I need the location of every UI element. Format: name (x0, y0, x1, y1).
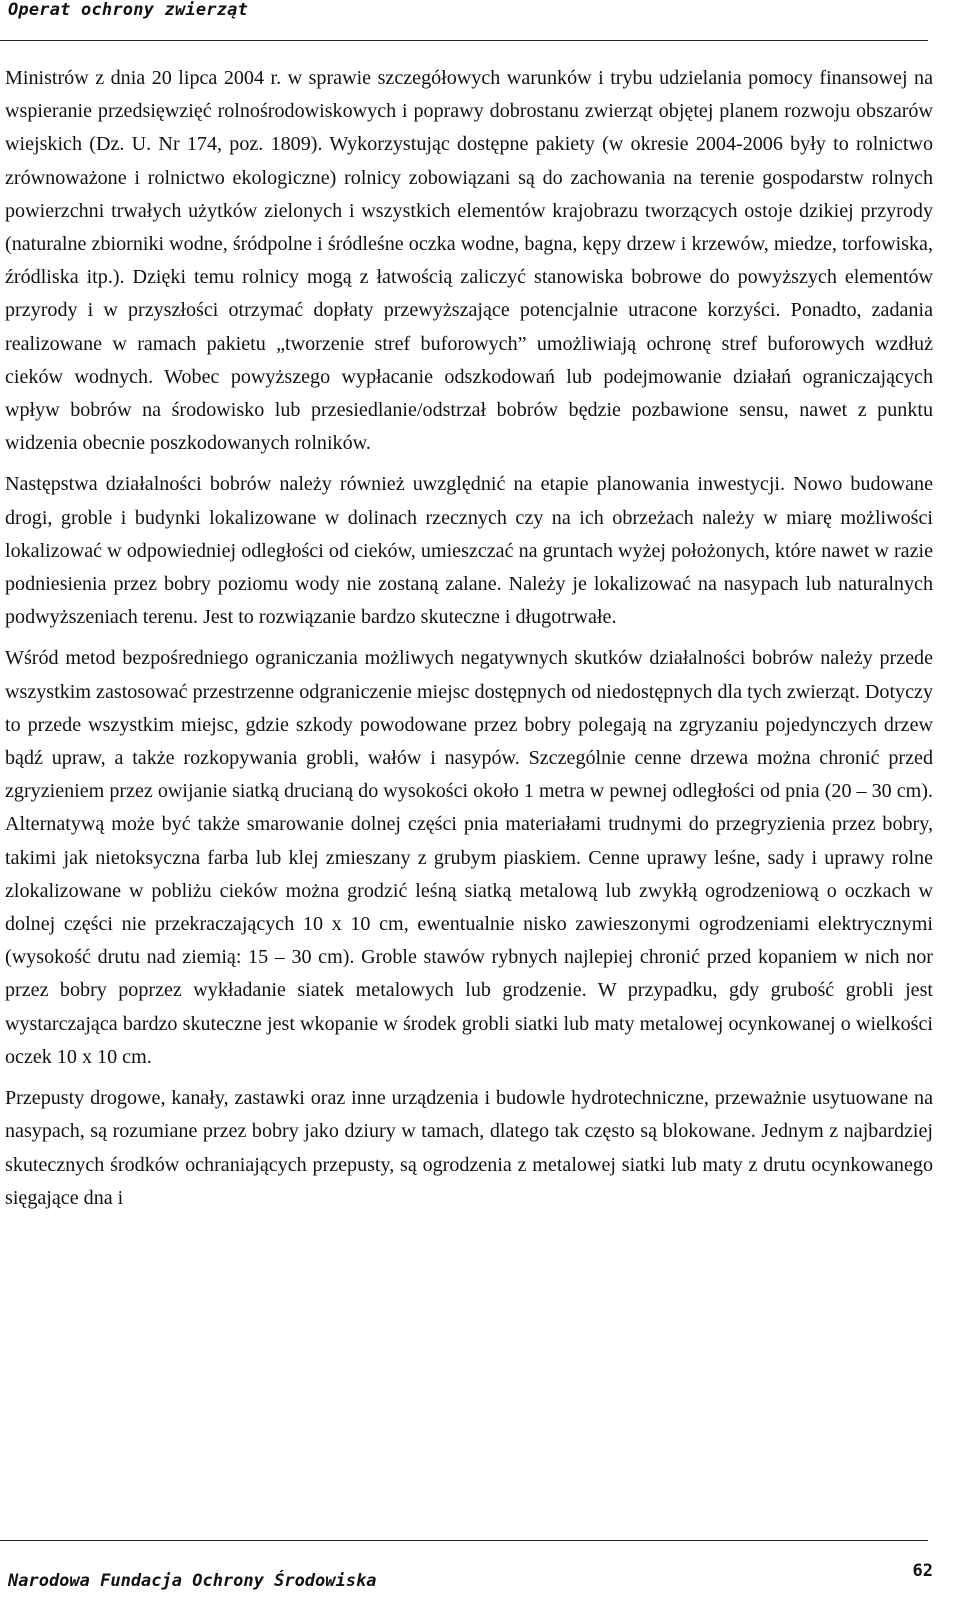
paragraph-4: Przepusty drogowe, kanały, zastawki oraz inne urządzenia i budowle hydrotechniczne, przeważnie usytuowane na nasypach, są rozumiane przez bobry jako dziury w tamach, dlatego tak często są blokowane. Jednym z najbardziej skutecznych środków ochraniających przepusty, są ogrodzenia z metalowej siatki lub maty z drutu ocynkowanego sięgające dna i (5, 1087, 933, 1209)
footer-rule (0, 1540, 928, 1541)
running-footer: Narodowa Fundacja Ochrony Środowiska (8, 1571, 377, 1591)
paragraph-2: Następstwa działalności bobrów należy również uwzględnić na etapie planowania inwestycji. Nowo budowane drogi, groble i budynki lokalizowane w dolinach rzecznych czy na ich obrzeżach należy w miarę możliwości lokalizować w odpowiedniej odległości od cieków, umieszczać na gruntach wyżej położonych, które nawet w razie podniesienia przez bobry poziomu wody nie zostaną zalane. Należy je lokalizować na nasypach lub naturalnych podwyższeniach terenu. Jest to rozwiązanie bardzo skuteczne i długotrwałe. (5, 473, 933, 629)
body-text (5, 62, 933, 1215)
running-header: Operat ochrony zwierząt (8, 0, 249, 20)
paragraph-1: Ministrów z dnia 20 lipca 2004 r. w sprawie szczegółowych warunków i trybu udzielania pomocy finansowej na wspieranie przedsięwzięć rolnośrodowiskowych i poprawy dobrostanu zwierząt objętej planem rozwoju obszarów wiejskich (Dz. U. Nr 174, poz. 1809). Wykorzystując dostępne pakiety (w okresie 2004-2006 były to rolnictwo zrównoważone i rolnictwo ekologiczne) rolnicy zobowiązani są do zachowania na terenie gospodarstw rolnych powierzchni trwałych użytków zielonych i wszystkich elementów krajobrazu tworzących ostoje dzikiej przyrody (naturalne zbiorniki wodne, śródpolne i śródleśne oczka wodne, bagna, kępy drzew i krzewów, miedze, torfowiska, źródliska itp.). Dzięki temu rolnicy mogą z łatwością zaliczyć stanowiska bobrowe do powyższych elementów przyrody i w przyszłości otrzymać dopłaty przewyższające potencjalnie utracone korzyści. Ponadto, zadania realizowane w ramach pakietu „tworzenie stref buforowych” umożliwiają ochronę stref buforowych wzdłuż cieków wodnych. Wobec powyższego wypłacanie odszkodowań lub podejmowanie działań ograniczających wpływ bobrów na środowisko lub przesiedlanie/odstrzał bobrów będzie pozbawione sensu, nawet z punktu widzenia obecnie poszkodowanych rolników. (5, 67, 933, 455)
page-number: 62 (912, 1561, 933, 1581)
paragraph-3: Wśród metod bezpośredniego ograniczania możliwych negatywnych skutków działalności bobrów należy przede wszystkim zastosować przestrzenne odgraniczenie miejsc dostępnych od niedostępnych dla tych zwierząt. Dotyczy to przede wszystkim miejsc, gdzie szkody powodowane przez bobry polegają na zgryzaniu pojedynczych drzew bądź upraw, a także rozkopywania grobli, wałów i nasypów. Szczególnie cenne drzewa można chronić przed zgryzieniem przez owijanie siatką drucianą do wysokości około 1 metra w pewnej odległości od pnia (20 – 30 cm). Alternatywą może być także smarowanie dolnej części pnia materiałami trudnymi do przegryzienia przez bobry, takimi jak nietoksyczna farba lub klej zmieszany z grubym piaskiem. Cenne uprawy leśne, sady i uprawy rolne zlokalizowane w pobliżu cieków można grodzić leśną siatką metalową lub zwykłą ogrodzeniową o oczkach w dolnej części nie przekraczających 10 x 10 cm, ewentualnie nisko zawieszonymi ogrodzeniami elektrycznymi (wysokość drutu nad ziemią: 15 – 30 cm). Groble stawów rybnych najlepiej chronić przed kopaniem w nich nor przez bobry poprzez wykładanie siatek metalowych lub grodzenie. W przypadku, gdy grubość grobli jest wystarczająca bardzo skuteczne jest wkopanie w środek grobli siatki lub maty metalowej ocynkowanej o wielkości oczek 10 x 10 cm. (5, 647, 933, 1068)
header-rule (0, 40, 928, 41)
